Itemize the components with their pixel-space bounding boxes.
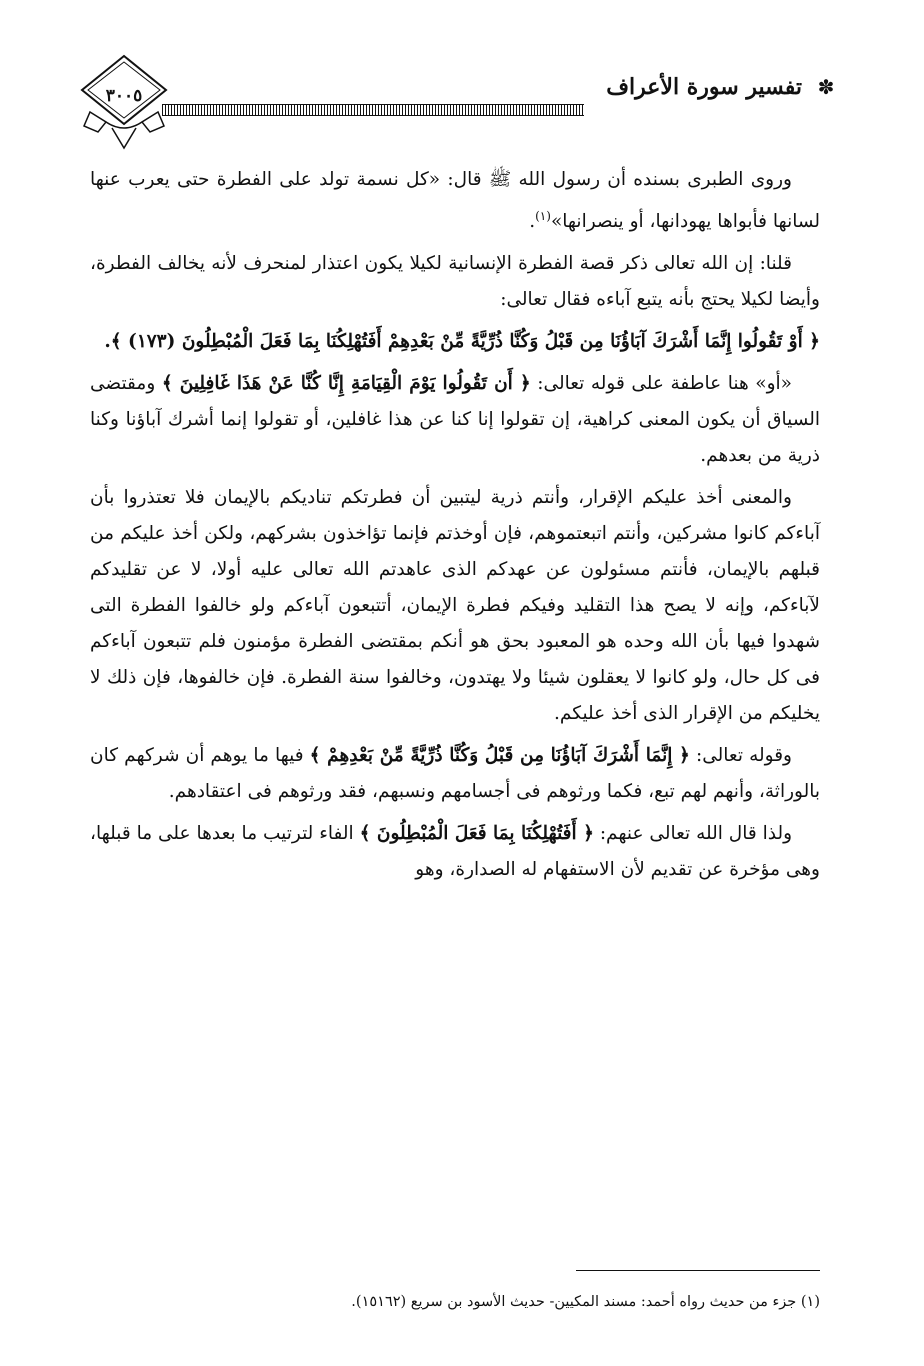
footnote: (١) جزء من حديث رواه أحمد: مسند المكيين- حديث الأسود بن سريع (١٥١٦٢).	[351, 1294, 820, 1310]
paragraph: والمعنى أخذ عليكم الإقرار، وأنتم ذرية ليتبين أن فطرتكم تناديكم بالإيمان فلا تعتذروا بأن آباءكم كانوا مشركين، وأنتم اتبعتموهم، فإن أوخذتم فإنما تؤاخذون بشركهم، ولكن أخذ عليكم من قبلهم بالإيمان، فأنتم مسئولون عن عهدكم الذى عاهدتم الله تعالى عليه أولا، لا عن تقليدكم لآباءكم، وإنه لا يصح هذا التقليد وفيكم فطرة الإيمان، أتتبعون آباءكم ولو خالفوا الفطرة التى شهدوا فيها بأن الله وحده هو المعبود بحق هو أنكم بمقتضى الفطرة مؤمنون فلم تتبعون آباءكم فى كل حال، ولو كانوا لا يعقلون شيئا ولا يهتدون، وخالفوا سنة الفطرة. فإن خالفوها، فإن ذلك لا يخليكم من الإقرار الذى أخذ عليكم.	[90, 487, 820, 725]
quran-verse: ﴿ أَوْ تَقُولُوا إِنَّمَا أَشْرَكَ آبَاؤُنَا مِن قَبْلُ وَكُنَّا ذُرِّيَّةً مِّنْ بَعْدِهِمْ أَفَتُهْلِكُنَا بِمَا فَعَلَ الْمُبْطِلُونَ (١٧٣) ﴾.	[104, 331, 820, 353]
running-title: تفسير سورة الأعراف	[606, 74, 802, 100]
paragraph: «أو» هنا عاطفة على قوله تعالى: ﴿ أَن تَقُولُوا يَوْمَ الْقِيَامَةِ إِنَّا كُنَّا عَنْ هَذَا غَافِلِينَ ﴾ ومقتضى السياق أن يكون المعنى كراهية، إن تقولوا إنا كنا عن هذا غافلين، أو تقولوا إنما أشرك آباؤنا وكنا ذرية من بعدهم.	[90, 373, 820, 467]
quran-verse: ﴿ أَفَتُهْلِكُنَا بِمَا فَعَلَ الْمُبْطِلُونَ ﴾	[359, 823, 594, 845]
quran-verse: ﴿ إِنَّمَا أَشْرَكَ آبَاؤُنَا مِن قَبْلُ وَكُنَّا ذُرِّيَّةً مِّنْ بَعْدِهِمْ ﴾	[309, 745, 690, 767]
quran-verse: ﴿ أَن تَقُولُوا يَوْمَ الْقِيَامَةِ إِنَّا كُنَّا عَنْ هَذَا غَافِلِينَ ﴾	[161, 373, 531, 395]
paragraph: وقوله تعالى: ﴿ إِنَّمَا أَشْرَكَ آبَاؤُنَا مِن قَبْلُ وَكُنَّا ذُرِّيَّةً مِّنْ بَعْدِهِمْ ﴾ فيها ما يوهم أن شركهم كان بالوراثة، وأنهم لهم تبع، فكما ورثوهم فى أجسامهم ونسبهم، فقد ورثوهم فى اعتقادهم.	[90, 745, 820, 803]
paragraph: قلنا: إن الله تعالى ذكر قصة الفطرة الإنسانية لكيلا يكون اعتذار لمنحرف لأنه يخالف الفطرة، وأيضا لكيلا يحتج بأنه يتبع آباءه فقال تعالى:	[90, 253, 820, 311]
footnote-ref: (١)	[535, 209, 551, 223]
footnote-rule	[576, 1270, 820, 1271]
paragraph: ولذا قال الله تعالى عنهم: ﴿ أَفَتُهْلِكُنَا بِمَا فَعَلَ الْمُبْطِلُونَ ﴾ الفاء لترتيب ما بعدها على ما قبلها، وهى مؤخرة عن تقديم لأن الاستفهام له الصدارة، وهو	[90, 823, 820, 881]
page-header	[76, 52, 846, 152]
header-rule	[162, 104, 584, 116]
page-number: ٣٠٠٥	[105, 86, 143, 106]
flower-ornament-icon: ✽	[817, 75, 835, 99]
body-text	[90, 162, 820, 894]
page-number-badge	[76, 52, 172, 152]
paragraph: وروى الطبرى بسنده أن رسول الله ﷺ قال: «كل نسمة تولد على الفطرة حتى يعرب عنها لسانها فأبواها يهودانها، أو ينصرانها»$^{(١)}$.	[90, 169, 820, 233]
